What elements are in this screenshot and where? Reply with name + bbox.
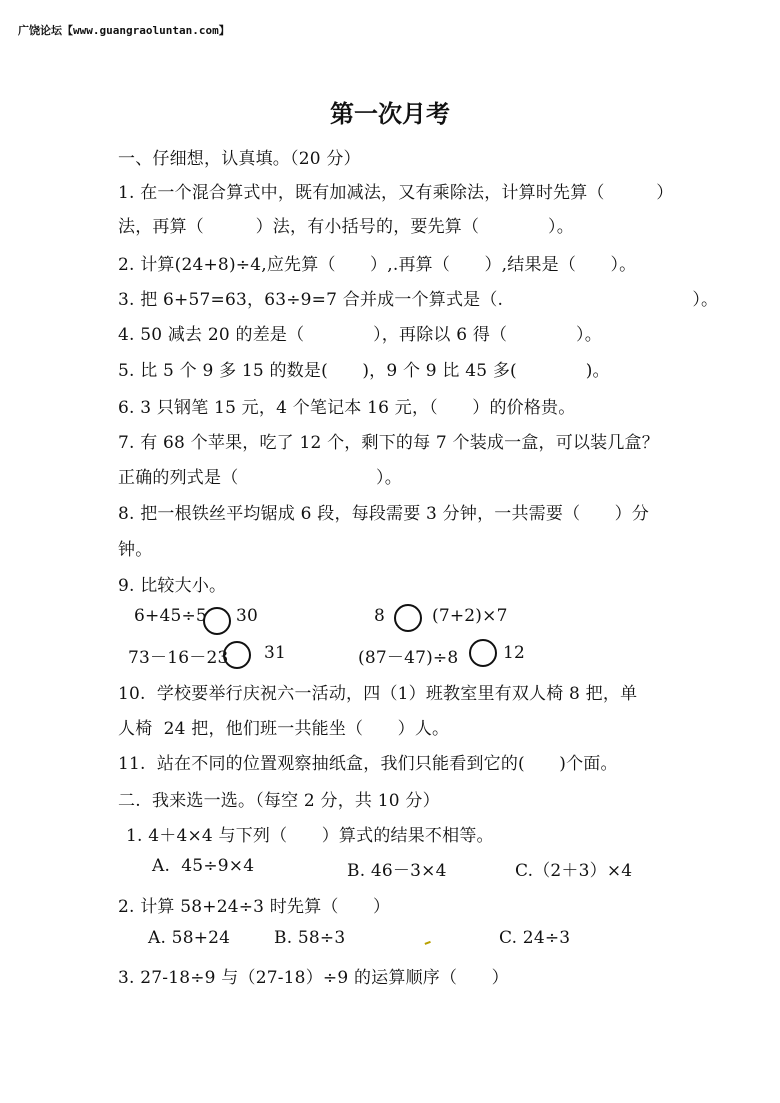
choice-2-option-c: C. 24÷3 [499,928,571,948]
compare-d-right: 12 [503,643,526,663]
compare-c-right: 31 [264,643,287,663]
choice-1-option-a: A. 45÷9×4 [152,856,255,876]
section-1-heading: 一、仔细想，认真填。（20 分） [118,149,361,169]
question-10-line-2: 人椅 24 把，他们班一共能坐（ ）人。 [118,719,450,739]
choice-1-option-b: B. 46－3×4 [347,861,447,881]
question-7-line-2: 正确的列式是（ ）。 [118,468,402,488]
question-6: 6. 3 只钢笔 15 元，4 个笔记本 16 元，（ ）的价格贵。 [118,398,576,418]
question-1-line-1: 1. 在一个混合算式中，既有加减法，又有乘除法，计算时先算（ ） [118,183,674,203]
compare-d-circle[interactable] [469,639,497,667]
question-3: 3. 把 6+57=63，63÷9=7 合并成一个算式是（. ）。 [118,290,719,310]
compare-c-circle[interactable] [223,641,251,669]
question-8-line-1: 8. 把一根铁丝平均锯成 6 段，每段需要 3 分钟，一共需要（ ）分 [118,504,650,524]
choice-2-option-a: A. 58+24 [148,928,231,948]
compare-a-left: 6+45÷5 [134,606,207,626]
choice-question-2: 2. 计算 58+24÷3 时先算（ ） [118,897,391,917]
question-1-line-2: 法，再算（ ）法，有小括号的，要先算（ ）。 [118,217,574,237]
question-8-line-2: 钟。 [118,540,153,560]
page-title: 第一次月考 [330,100,450,128]
question-9: 9. 比较大小。 [118,576,227,596]
choice-question-1: 1. 4＋4×4 与下列（ ）算式的结果不相等。 [126,826,494,846]
compare-a-circle[interactable] [203,607,231,635]
compare-c-left: 73－16－23 [128,648,229,668]
question-11: 11. 站在不同的位置观察抽纸盒，我们只能看到它的( )个面。 [118,754,618,774]
compare-b-circle[interactable] [394,604,422,632]
choice-question-3: 3. 27-18÷9 与（27-18）÷9 的运算顺序（ ） [118,968,509,988]
compare-d-left: (87－47)÷8 [358,648,459,668]
question-4: 4. 50 减去 20 的差是（ ），再除以 6 得（ ）。 [118,325,602,345]
compare-a-right: 30 [236,606,259,626]
question-10-line-1: 10. 学校要举行庆祝六一活动，四（1）班教室里有双人椅 8 把，单 [118,684,638,704]
compare-b-right: (7+2)×7 [432,606,508,626]
pen-mark [423,937,431,945]
section-2-heading: 二. 我来选一选。（每空 2 分，共 10 分） [118,791,440,811]
question-7-line-1: 7. 有 68 个苹果，吃了 12 个，剩下的每 7 个装成一盒，可以装几盒？ [118,433,659,453]
site-header: 广饶论坛【www.guangraoluntan.com】 [18,24,230,37]
choice-1-option-c: C.（2＋3）×4 [515,861,633,881]
compare-b-left: 8 [374,606,386,626]
choice-2-option-b: B. 58÷3 [274,928,346,948]
question-5: 5. 比 5 个 9 多 15 的数是( )，9 个 9 比 45 多( )。 [118,361,610,381]
question-2: 2. 计算(24+8)÷4,应先算（ ）,.再算（ ）,结果是（ ）。 [118,255,637,275]
